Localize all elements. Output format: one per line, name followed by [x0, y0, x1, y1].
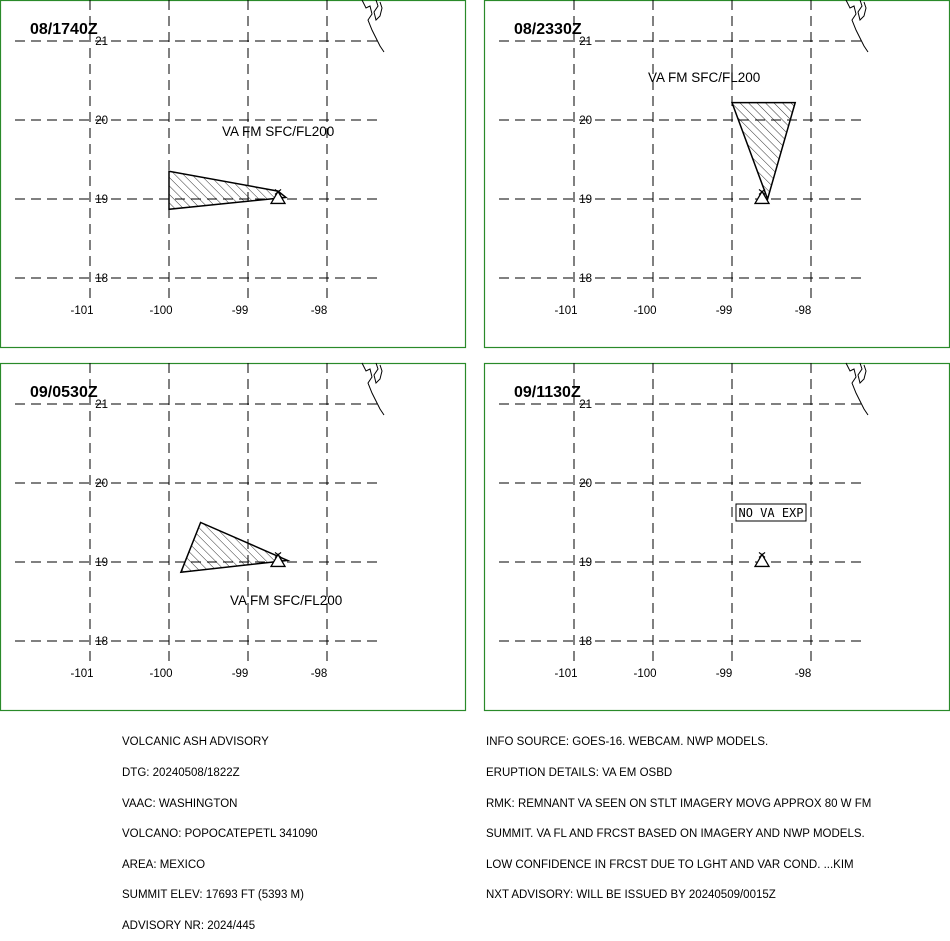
- forecast-panel: [485, 0, 950, 348]
- longitude-label: -99: [231, 305, 249, 317]
- longitude-label: -101: [70, 668, 94, 680]
- longitude-label: -98: [794, 305, 812, 317]
- valid-time-label: 09/0530Z: [30, 384, 98, 401]
- footer-line: RMK: REMNANT VA SEEN ON STLT IMAGERY MOVG APPROX 80 W FM: [486, 797, 872, 810]
- footer-line: ERUPTION DETAILS: VA EM OSBD: [486, 767, 673, 779]
- longitude-label: -98: [310, 668, 328, 680]
- latitude-label: 19: [95, 557, 108, 569]
- latitude-label: 18: [579, 636, 592, 648]
- footer-line: LOW CONFIDENCE IN FRCST DUE TO LGHT AND VAR COND. ...KIM: [486, 858, 854, 871]
- longitude-label: -100: [633, 668, 657, 680]
- flight-level-label: VA FM SFC/FL200: [648, 70, 761, 85]
- longitude-label: -99: [231, 668, 249, 680]
- advisory-header-info: [122, 717, 318, 941]
- valid-time-label: 08/2330Z: [514, 21, 582, 38]
- latitude-label: 19: [95, 194, 108, 206]
- flight-level-label: VA FM SFC/FL200: [222, 124, 335, 139]
- latitude-label: 20: [95, 115, 108, 127]
- longitude-label: -98: [310, 305, 328, 317]
- forecast-panel: [1, 0, 466, 348]
- latitude-label: 21: [95, 399, 108, 411]
- footer-line: INFO SOURCE: GOES-16. WEBCAM. NWP MODELS.: [486, 736, 769, 749]
- latitude-label: 19: [579, 557, 592, 569]
- latitude-label: 19: [579, 194, 592, 206]
- latitude-label: 20: [95, 478, 108, 490]
- latitude-label: 20: [579, 115, 592, 127]
- footer-line: NXT ADVISORY: WILL BE ISSUED BY 20240509/0015Z: [486, 889, 776, 902]
- longitude-label: -99: [715, 305, 733, 317]
- longitude-label: -101: [70, 305, 94, 317]
- forecast-panel: [485, 363, 950, 711]
- longitude-label: -101: [554, 305, 578, 317]
- panel-frame: [485, 1, 950, 348]
- latitude-label: 18: [95, 273, 108, 285]
- footer-line: SUMMIT ELEV: 17693 FT (5393 M): [122, 889, 304, 902]
- footer-line: ADVISORY NR: 2024/445: [122, 919, 256, 932]
- latitude-label: 21: [579, 36, 592, 48]
- valid-time-label: 09/1130Z: [514, 384, 581, 401]
- no-ash-label: NO VA EXP: [738, 506, 804, 520]
- longitude-label: -100: [149, 305, 173, 317]
- footer-line: VOLCANIC ASH ADVISORY: [122, 736, 269, 749]
- footer-line: VOLCANO: POPOCATEPETL 341090: [122, 828, 318, 841]
- longitude-label: -100: [149, 668, 173, 680]
- latitude-label: 21: [579, 399, 592, 411]
- latitude-label: 18: [579, 273, 592, 285]
- panel-frame: [1, 1, 466, 348]
- longitude-label: -101: [554, 668, 578, 680]
- panel-frame: [485, 364, 950, 711]
- footer-line: DTG: 20240508/1822Z: [122, 767, 240, 779]
- valid-time-label: 08/1740Z: [30, 21, 98, 38]
- flight-level-label: VA FM SFC/FL200: [230, 593, 343, 608]
- advisory-remarks: [486, 717, 871, 911]
- forecast-panel: [1, 363, 466, 711]
- latitude-label: 21: [95, 36, 108, 48]
- longitude-label: -99: [715, 668, 733, 680]
- longitude-label: -98: [794, 668, 812, 680]
- latitude-label: 20: [579, 478, 592, 490]
- latitude-label: 18: [95, 636, 108, 648]
- footer-line: VAAC: WASHINGTON: [122, 797, 238, 810]
- longitude-label: -100: [633, 305, 657, 317]
- footer-line: AREA: MEXICO: [122, 858, 206, 871]
- footer-line: SUMMIT. VA FL AND FRCST BASED ON IMAGERY AND NWP MODELS.: [486, 828, 865, 841]
